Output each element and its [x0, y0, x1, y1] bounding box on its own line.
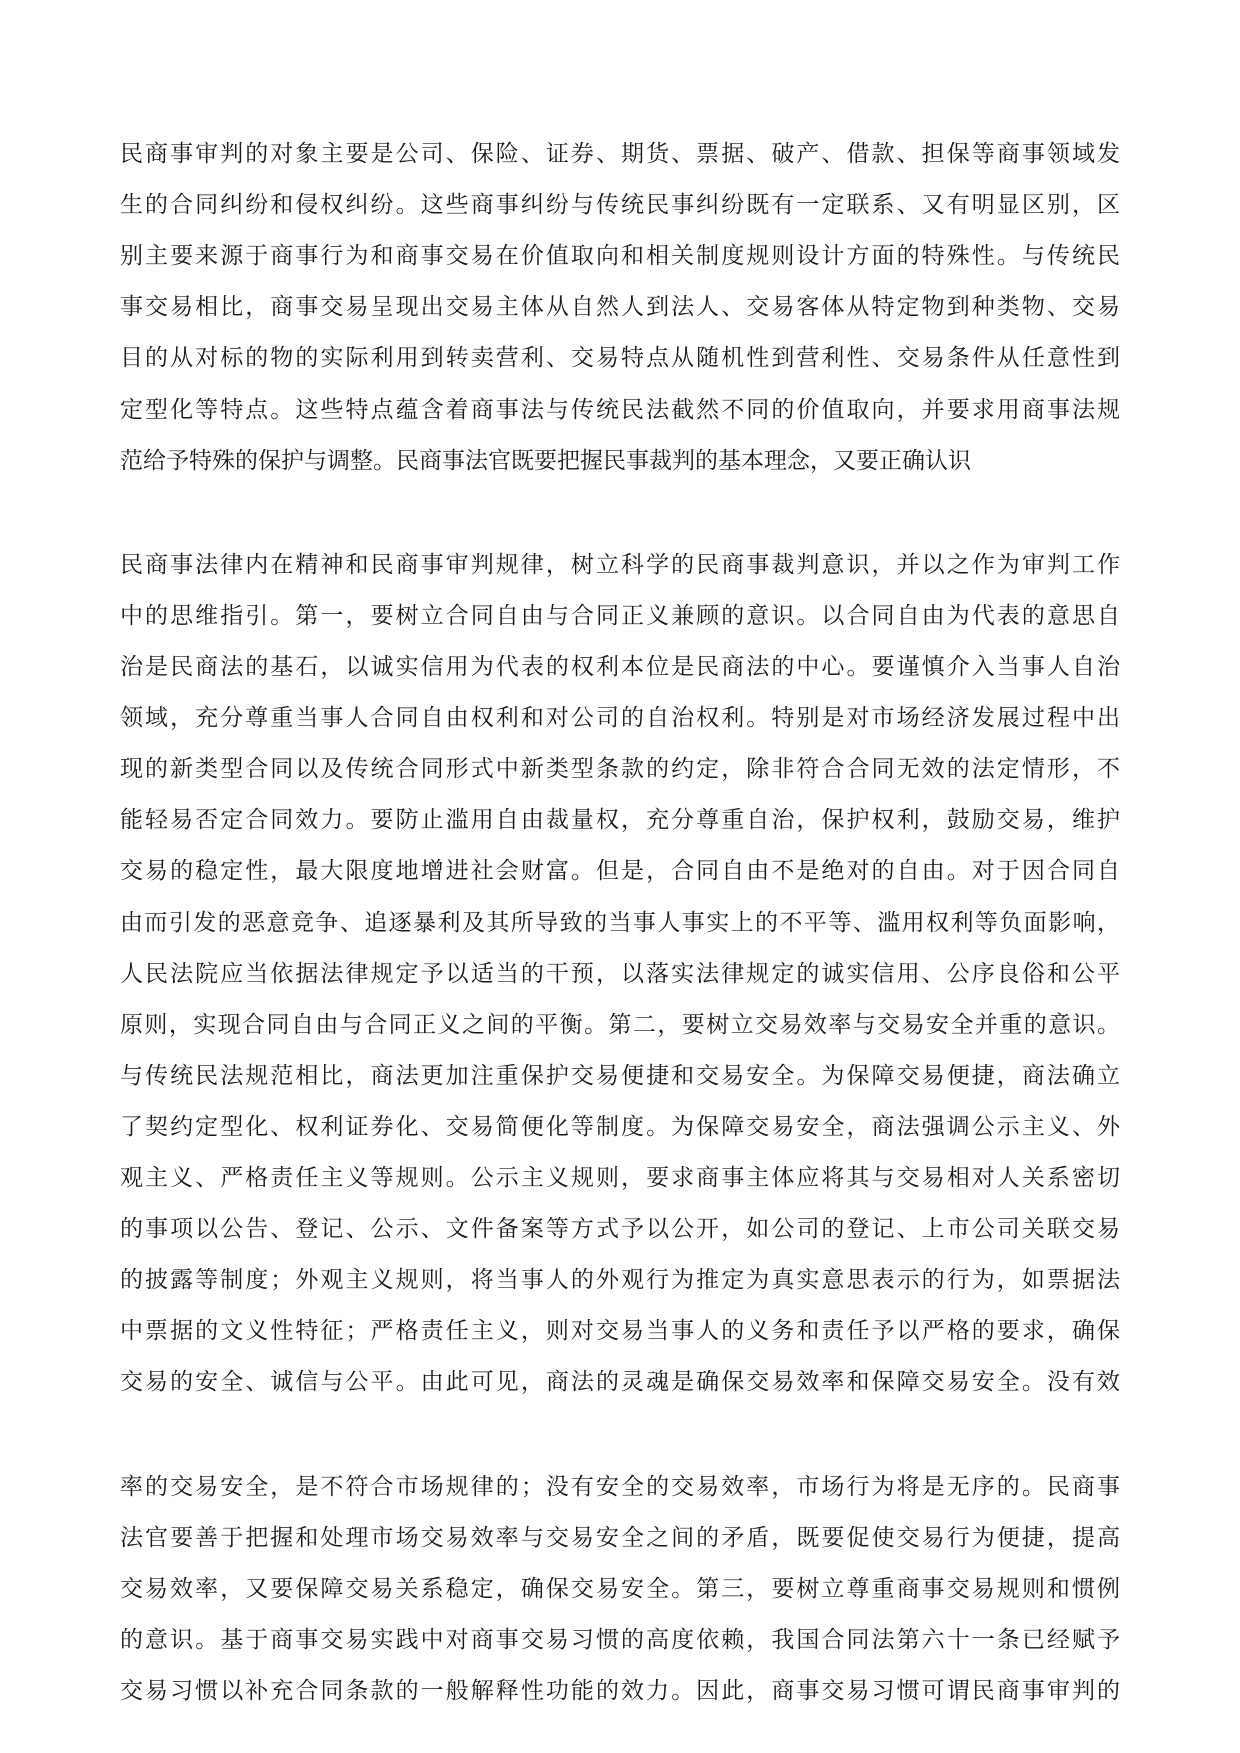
- text-line: 治是民商法的基石，以诚实信用为代表的权利本位是民商法的中心。要谨慎介入当事人自治: [120, 654, 1120, 680]
- text-line: 生的合同纠纷和侵权纠纷。这些商事纠纷与传统民事纠纷既有一定联系、又有明显区别，区: [120, 192, 1120, 218]
- text-line: 目的从对标的物的实际利用到转卖营利、交易特点从随机性到营利性、交易条件从任意性到: [120, 345, 1120, 371]
- text-line: 的事项以公告、登记、公示、文件备案等方式予以公开，如公司的登记、上市公司关联交易: [120, 1216, 1120, 1242]
- text-line: 了契约定型化、权利证券化、交易简便化等制度。为保障交易安全，商法强调公示主义、外: [120, 1114, 1120, 1140]
- text-line: 原则，实现合同自由与合同正义之间的平衡。第二，要树立交易效率与交易安全并重的意识。: [120, 1012, 1120, 1038]
- text-line: 交易的安全、诚信与公平。由此可见，商法的灵魂是确保交易效率和保障交易安全。没有效: [120, 1369, 1120, 1395]
- text-line: 领域，充分尊重当事人合同自由权利和对公司的自治权利。特别是对市场经济发展过程中出: [120, 705, 1120, 731]
- text-line: 的披露等制度；外观主义规则，将当事人的外观行为推定为真实意思表示的行为，如票据法: [120, 1267, 1120, 1293]
- text-line: 民商事审判的对象主要是公司、保险、证券、期货、票据、破产、借款、担保等商事领域发: [120, 141, 1120, 167]
- text-line: 交易的稳定性，最大限度地增进社会财富。但是，合同自由不是绝对的自由。对于因合同自: [120, 858, 1120, 884]
- text-line: 人民法院应当依据法律规定予以适当的干预，以落实法律规定的诚实信用、公序良俗和公平: [120, 961, 1120, 987]
- text-line: 由而引发的恶意竞争、追逐暴利及其所导致的当事人事实上的不平等、滥用权利等负面影响，: [120, 910, 1120, 936]
- text-line: 事交易相比，商事交易呈现出交易主体从自然人到法人、交易客体从特定物到种类物、交易: [120, 294, 1120, 320]
- text-line: 的意识。基于商事交易实践中对商事交易习惯的高度依赖，我国合同法第六十一条已经赋予: [120, 1627, 1120, 1653]
- text-line: 别主要来源于商事行为和商事交易在价值取向和相关制度规则设计方面的特殊性。与传统民: [120, 243, 1120, 269]
- text-line: 现的新类型合同以及传统合同形式中新类型条款的约定，除非符合合同无效的法定情形，不: [120, 756, 1120, 782]
- text-line: 交易习惯以补充合同条款的一般解释性功能的效力。因此，商事交易习惯可谓民商事审判的: [120, 1678, 1120, 1704]
- text-line: 定型化等特点。这些特点蕴含着商事法与传统民法截然不同的价值取向，并要求用商事法规: [120, 397, 1120, 423]
- text-line: 民商事法律内在精神和民商事审判规律，树立科学的民商事裁判意识，并以之作为审判工作: [120, 552, 1120, 578]
- text-line: 交易效率，又要保障交易关系稳定，确保交易安全。第三，要树立尊重商事交易规则和惯例: [120, 1576, 1120, 1602]
- text-line: 中的思维指引。第一，要树立合同自由与合同正义兼顾的意识。以合同自由为代表的意思自: [120, 603, 1120, 629]
- text-line: 能轻易否定合同效力。要防止滥用自由裁量权，充分尊重自治，保护权利，鼓励交易，维护: [120, 807, 1120, 833]
- text-line: 范给予特殊的保护与调整。民商事法官既要把握民事裁判的基本理念，又要正确认识: [120, 448, 971, 474]
- text-line: 与传统民法规范相比，商法更加注重保护交易便捷和交易安全。为保障交易便捷，商法确立: [120, 1063, 1120, 1089]
- text-line: 中票据的文义性特征；严格责任主义，则对交易当事人的义务和责任予以严格的要求，确保: [120, 1318, 1120, 1344]
- text-line: 观主义、严格责任主义等规则。公示主义规则，要求商事主体应将其与交易相对人关系密切: [120, 1165, 1120, 1191]
- text-line: 法官要善于把握和处理市场交易效率与交易安全之间的矛盾，既要促使交易行为便捷，提高: [120, 1525, 1120, 1551]
- text-line: 率的交易安全，是不符合市场规律的；没有安全的交易效率，市场行为将是无序的。民商事: [120, 1474, 1120, 1500]
